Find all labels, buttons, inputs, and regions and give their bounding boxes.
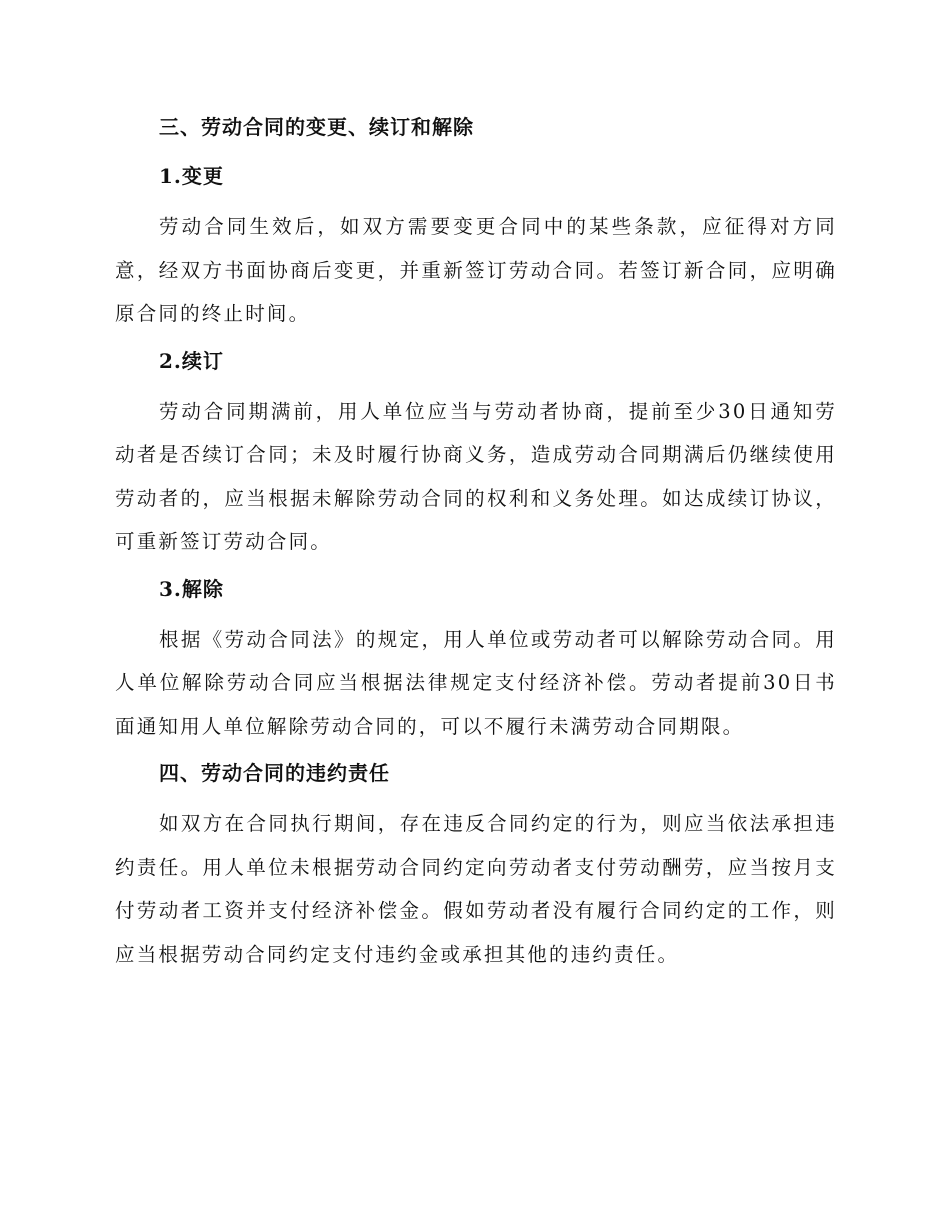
paragraph-liability: 如双方在合同执行期间，存在违反合同约定的行为，则应当依法承担违约责任。用人单位未根据劳动合同约定向劳动者支付劳动酬劳，应当按月支付劳动者工资并支付经济补偿金。假如劳动者没有履行合同约定的工作，则应当根据劳动合同约定支付违约金或承担其他的违约责任。 (115, 812, 837, 966)
paragraph-termination: 根据《劳动合同法》的规定，用人单位或劳动者可以解除劳动合同。用人单位解除劳动合同应当根据法律规定支付经济补偿。劳动者提前30日书面通知用人单位解除劳动合同的，可以不履行未满劳动合同期限。 (115, 627, 837, 738)
subheading-termination: 3.解除 (159, 576, 224, 601)
section-heading-4: 四、劳动合同的违约责任 (159, 761, 390, 785)
section-heading-3: 三、劳动合同的变更、续订和解除 (159, 115, 474, 139)
document-body (115, 107, 837, 981)
subheading-change: 1.变更 (159, 164, 224, 188)
subheading-renewal: 2.续订 (159, 348, 224, 373)
paragraph-change: 劳动合同生效后，如双方需要变更合同中的某些条款，应征得对方同意，经双方书面协商后变更，并重新签订劳动合同。若签订新合同，应明确原合同的终止时间。 (115, 215, 837, 325)
paragraph-renewal: 劳动合同期满前，用人单位应当与劳动者协商，提前至少30日通知劳动者是否续订合同；未及时履行协商义务，造成劳动合同期满后仍继续使用劳动者的，应当根据未解除劳动合同的权利和义务处理。如达成续订协议，可重新签订劳动合同。 (115, 399, 837, 553)
